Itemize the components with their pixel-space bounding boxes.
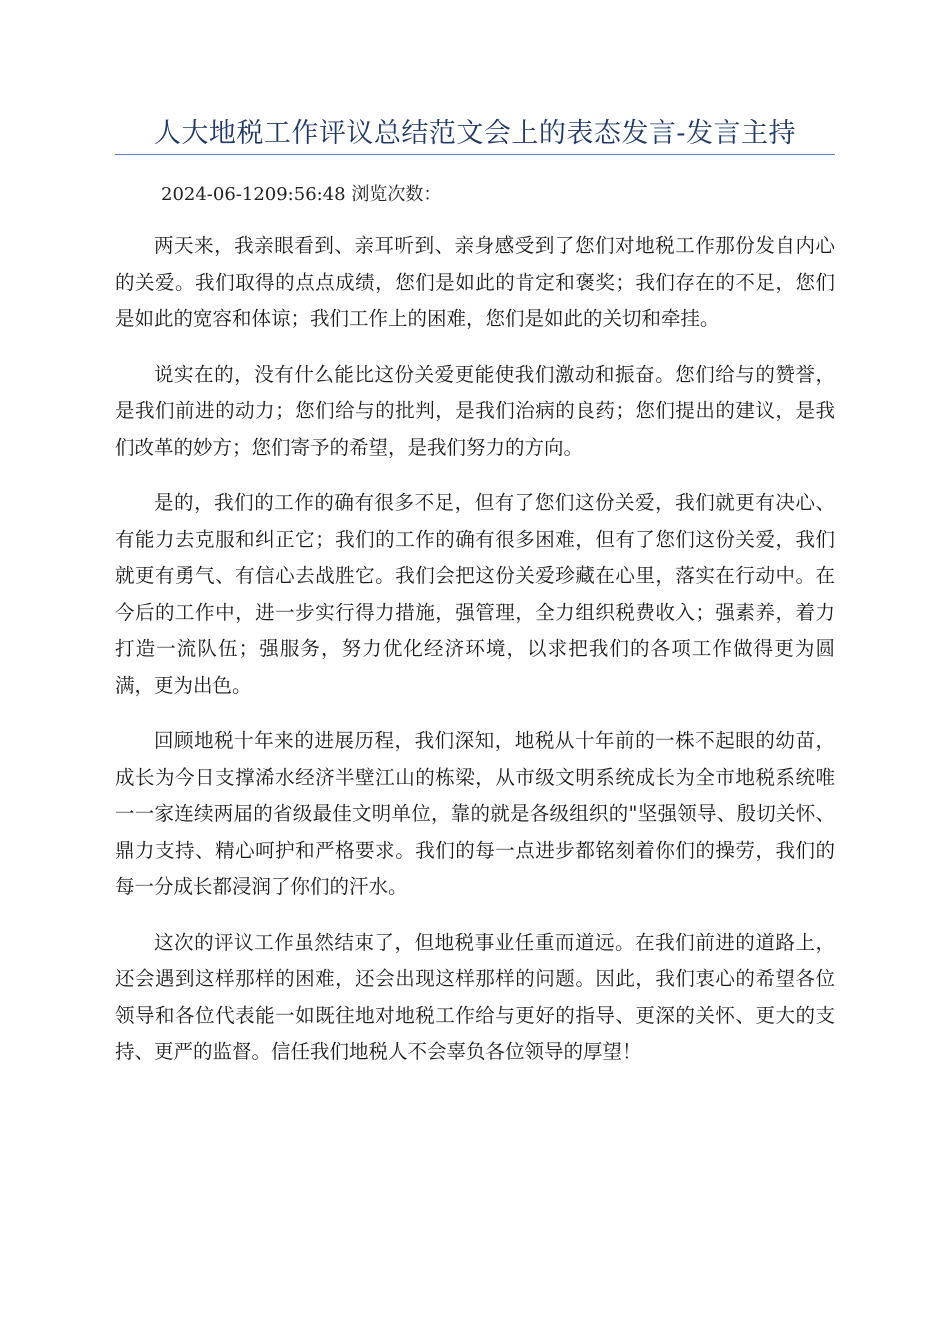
paragraph: 两天来，我亲眼看到、亲耳听到、亲身感受到了您们对地税工作那份发自内心的关爱。我们取得的点点成绩，您们是如此的肯定和褒奖；我们存在的不足，您们是如此的宽容和体谅；我们工作上的困难，您们是如此的关切和牵挂。 (115, 234, 835, 330)
paragraph: 回顾地税十年来的进展历程，我们深知，地税从十年前的一株不起眼的幼苗，成长为今日支撑浠水经济半壁江山的栋梁，从市级文明系统成长为全市地税系统唯一一家连续两届的省级最佳文明单位，靠的就是各级组织的"坚强领导、殷切关怀、鼎力支持、精心呵护和严格要求。我们的每一点进步都铭刻着你们的操劳，我们的每一分成长都浸润了你们的汗水。 (115, 729, 835, 898)
paragraph: 说实在的，没有什么能比这份关爱更能使我们激动和振奋。您们给与的赞誉，是我们前进的动力；您们给与的批判，是我们治病的良药；您们提出的建议，是我们改革的妙方；您们寄予的希望，是我们努力的方向。 (115, 362, 835, 459)
title-underline (115, 154, 835, 155)
article-body (115, 228, 835, 1090)
document-title: 人大地税工作评议总结范文会上的表态发言-发言主持 (153, 118, 797, 149)
paragraph: 这次的评议工作虽然结束了，但地税事业任重而道远。在我们前进的道路上，还会遇到这样那样的困难，还会出现这样那样的问题。因此，我们衷心的希望各位领导和各位代表能一如既往地对地税工作给与更好的指导、更深的关怀、更大的支持、更严的监督。信任我们地税人不会辜负各位领导的厚望！ (115, 930, 835, 1063)
paragraph: 是的，我们的工作的确有很多不足，但有了您们这份关爱，我们就更有决心、有能力去克服和纠正它；我们的工作的确有很多困难，但有了您们这份关爱，我们就更有勇气、有信心去战胜它。我们会把这份关爱珍藏在心里，落实在行动中。在今后的工作中，进一步实行得力措施，强管理，全力组织税费收入；强素养，着力打造一流队伍；强服务，努力优化经济环境，以求把我们的各项工作做得更为圆满，更为出色。 (115, 491, 835, 697)
publish-meta: 2024-06-1209:56:48 浏览次数： (161, 184, 442, 205)
